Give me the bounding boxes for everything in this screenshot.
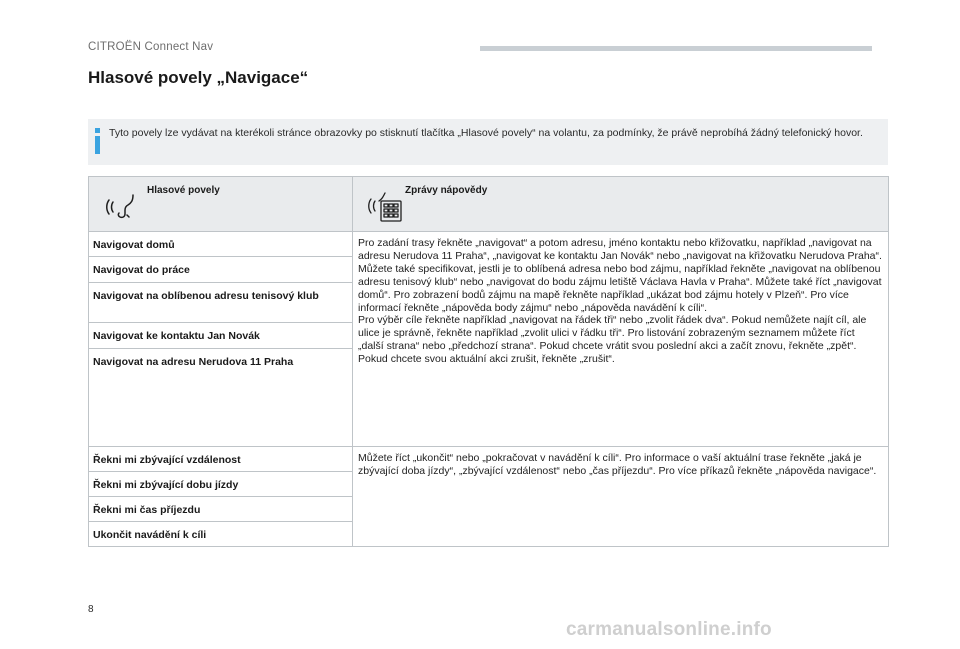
voice-help-keypad-icon <box>367 187 403 223</box>
help-paragraph: Pro zadání trasy řekněte „navigovat“ a potom adresu, jméno kontaktu nebo křižovatku, například „navigovat na adresu Nerudova 11 Praha“, „navigovat ke kontaktu Jan Novák“ nebo „navigovat na křižovatku Nerudova Praha“. Můžete také specifikovat, jestli je to oblíbená adresa nebo bod zájmu, například řekněte „navigovat na oblíbenou adresu tenisový klub“ nebo „navigovat do bodu zájmu letiště Václava Havla v Praha“. Můžete také říct „navigovat domů“. Pro zobrazení bodů zájmu na mapě řekněte například „ukázat bod zájmu hotely v Plzeň“. Pro více informací řekněte „nápověda body zájmu“ nebo „nápověda navádění k cíli“. <box>358 237 882 314</box>
watermark: carmanualsonline.info <box>566 619 772 640</box>
page-number: 8 <box>88 604 94 615</box>
header-voice-commands <box>89 177 353 232</box>
help-paragraph: Můžete říct „ukončit“ nebo „pokračovat v navádění k cíli“. Pro informace o vaší aktuální trase řekněte „jaká je zbývající doba jízdy“, „zbývající vzdálenost“ nebo „čas příjezdu“. Pro více příkazů řekněte „nápověda navigace“. <box>358 451 877 477</box>
command-cell: Ukončit navádění k cíli <box>89 521 353 546</box>
help-cell-route-info <box>353 446 889 546</box>
table-row <box>89 446 889 471</box>
header-help-messages <box>353 177 889 232</box>
help-cell-navigation <box>353 232 889 447</box>
command-cell: Řekni mi čas příjezdu <box>89 496 353 521</box>
page-title: Hlasové povely „Navigace“ <box>88 68 309 87</box>
info-icon <box>94 128 102 154</box>
voice-commands-table <box>88 176 889 547</box>
command-cell: Řekni mi zbývající dobu jízdy <box>89 471 353 496</box>
header-label-commands: Hlasové povely <box>147 185 220 196</box>
command-cell: Navigovat ke kontaktu Jan Novák <box>89 322 353 348</box>
table-row <box>89 232 889 257</box>
header-rule <box>480 46 872 51</box>
header-label-help: Zprávy nápovědy <box>405 185 488 196</box>
command-cell: Řekni mi zbývající vzdálenost <box>89 446 353 471</box>
command-cell: Navigovat na oblíbenou adresu tenisový klub <box>89 282 353 322</box>
command-cell: Navigovat do práce <box>89 256 353 282</box>
info-box <box>88 119 888 165</box>
command-cell: Navigovat domů <box>89 232 353 257</box>
info-text: Tyto povely lze vydávat na kterékoli stránce obrazovky po stisknutí tlačítka „Hlasové povely“ na volantu, za podmínky, že právě neprobíhá žádný telefonický hovor. <box>109 127 863 139</box>
voice-command-icon <box>103 187 139 223</box>
command-cell: Navigovat na adresu Nerudova 11 Praha <box>89 348 353 446</box>
help-paragraph: Pro výběr cíle řekněte například „navigovat na řádek tři“ nebo „zvolit řádek dva“. Pokud nemůžete najít cíl, ale ulice je správně, řekněte například „zvolit ulici v řádku tři“. Pro listování zobrazeným seznamem můžete říct „další strana“ nebo „předchozí strana“. Pokud chcete vrátit svou poslední akci a začít znovu, řekněte „zpět“. Pokud chcete svou aktuální akci zrušit, řekněte „zrušit“. <box>358 314 867 366</box>
header-brand: CITROËN Connect Nav <box>88 41 214 53</box>
table-header-row <box>89 177 889 232</box>
